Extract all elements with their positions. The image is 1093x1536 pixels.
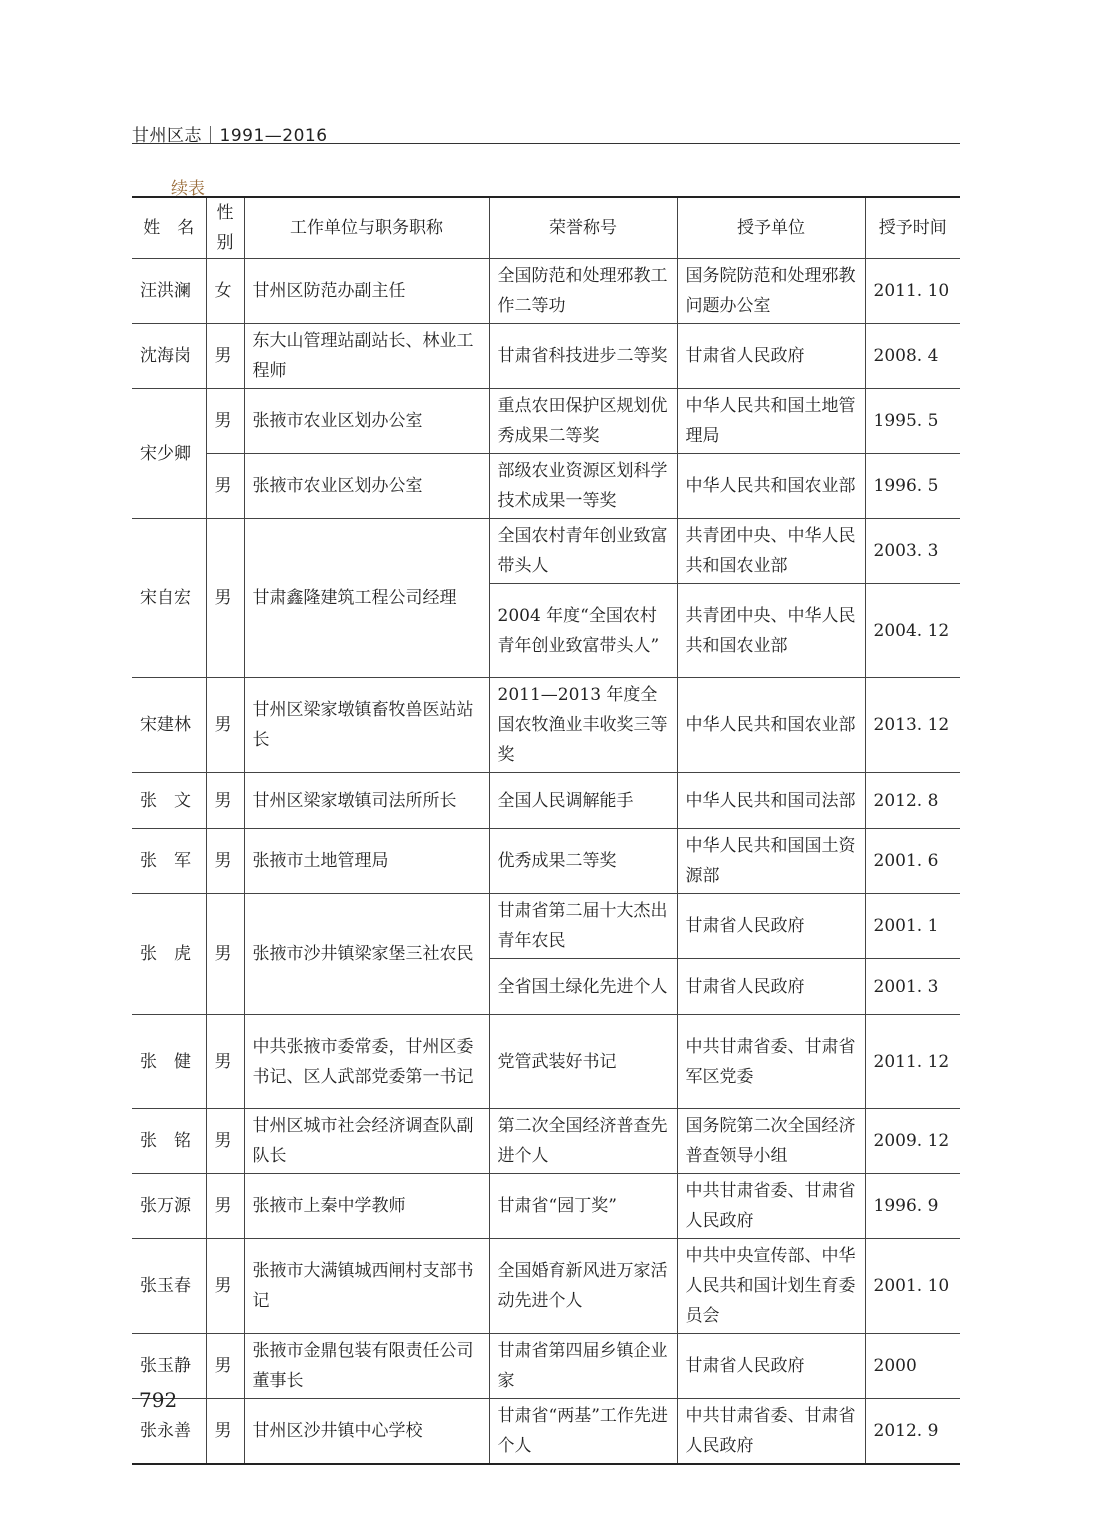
cell-work: 甘州区沙井镇中心学校 [244,1399,489,1465]
cell-work: 张掖市土地管理局 [244,829,489,894]
cell-unit: 国务院第二次全国经济普查领导小组 [677,1109,865,1174]
cell-honor: 甘肃省科技进步二等奖 [489,324,677,389]
cell-name: 宋自宏 [132,519,206,678]
cell-honor: 部级农业资源区划科学技术成果一等奖 [489,454,677,519]
table-row [132,1239,960,1334]
cell-date: 2008. 4 [865,324,960,389]
cell-unit: 甘肃省人民政府 [677,894,865,959]
cell-name: 张 虎 [132,894,206,1015]
cell-date: 2011. 10 [865,259,960,324]
table-row [132,1399,960,1465]
table-row [132,894,960,959]
header-sex: 性别 [206,197,244,259]
page-number: 792 [139,1388,178,1412]
cell-sex: 男 [206,1334,244,1399]
cell-unit: 中共甘肃省委、甘肃省人民政府 [677,1174,865,1239]
cell-honor: 全国防范和处理邪教工作二等功 [489,259,677,324]
cell-honor: 2011—2013 年度全国农牧渔业丰收奖三等奖 [489,678,677,773]
cell-date: 2001. 6 [865,829,960,894]
cell-work: 张掖市上秦中学教师 [244,1174,489,1239]
cell-honor: 优秀成果二等奖 [489,829,677,894]
cell-name: 张玉春 [132,1239,206,1334]
cell-date: 2000 [865,1334,960,1399]
cell-work: 张掖市农业区划办公室 [244,389,489,454]
cell-unit: 甘肃省人民政府 [677,959,865,1015]
cell-sex: 男 [206,829,244,894]
cell-unit: 中华人民共和国农业部 [677,454,865,519]
cell-name: 张 铭 [132,1109,206,1174]
cell-unit: 国务院防范和处理邪教问题办公室 [677,259,865,324]
table-row [132,1174,960,1239]
running-head: 甘州区志｜1991—2016 [132,126,328,146]
cell-honor: 党管武装好书记 [489,1015,677,1109]
cell-date: 2001. 1 [865,894,960,959]
cell-sex: 男 [206,1109,244,1174]
cell-honor: 全国婚育新风进万家活动先进个人 [489,1239,677,1334]
cell-work: 东大山管理站副站长、林业工程师 [244,324,489,389]
cell-honor: 重点农田保护区规划优秀成果二等奖 [489,389,677,454]
table-row [132,324,960,389]
cell-honor: 2004 年度“全国农村青年创业致富带头人” [489,584,677,678]
header-honor: 荣誉称号 [489,197,677,259]
cell-unit: 中华人民共和国司法部 [677,773,865,829]
header-rule [132,143,960,144]
table-row [132,773,960,829]
cell-name: 宋建林 [132,678,206,773]
cell-date: 2013. 12 [865,678,960,773]
cell-unit: 中共甘肃省委、甘肃省人民政府 [677,1399,865,1465]
cell-unit: 中共甘肃省委、甘肃省军区党委 [677,1015,865,1109]
cell-unit: 中华人民共和国国土资源部 [677,829,865,894]
cell-sex: 女 [206,259,244,324]
cell-date: 2003. 3 [865,519,960,584]
cell-date: 2004. 12 [865,584,960,678]
cell-honor: 全国人民调解能手 [489,773,677,829]
cell-work: 张掖市大满镇城西闸村支部书记 [244,1239,489,1334]
cell-unit: 中共中央宣传部、中华人民共和国计划生育委员会 [677,1239,865,1334]
cell-sex: 男 [206,454,244,519]
cell-work: 中共张掖市委常委，甘州区委书记、区人武部党委第一书记 [244,1015,489,1109]
cell-work: 张掖市金鼎包装有限责任公司董事长 [244,1334,489,1399]
table-row [132,454,960,519]
cell-sex: 男 [206,519,244,678]
cell-name: 宋少卿 [132,389,206,519]
continued-table-label: 续表 [171,179,205,199]
cell-work: 甘州区梁家墩镇畜牧兽医站站长 [244,678,489,773]
cell-unit: 共青团中央、中华人民共和国农业部 [677,519,865,584]
cell-name: 张永善 [132,1399,206,1465]
cell-honor: 全国农村青年创业致富带头人 [489,519,677,584]
header-date: 授予时间 [865,197,960,259]
header-unit: 授予单位 [677,197,865,259]
cell-sex: 男 [206,1015,244,1109]
table-header-row [132,197,960,259]
cell-honor: 全省国土绿化先进个人 [489,959,677,1015]
cell-work: 甘州区城市社会经济调查队副队长 [244,1109,489,1174]
cell-sex: 男 [206,894,244,1015]
cell-name: 张万源 [132,1174,206,1239]
cell-name: 张 军 [132,829,206,894]
cell-date: 1995. 5 [865,389,960,454]
cell-name: 张玉静 [132,1334,206,1399]
table-row [132,259,960,324]
cell-unit: 甘肃省人民政府 [677,1334,865,1399]
table-row [132,389,960,454]
cell-date: 2011. 12 [865,1015,960,1109]
cell-honor: 甘肃省“两基”工作先进个人 [489,1399,677,1465]
cell-honor: 甘肃省“园丁奖” [489,1174,677,1239]
cell-name: 汪洪澜 [132,259,206,324]
cell-sex: 男 [206,1239,244,1334]
cell-sex: 男 [206,324,244,389]
table-row [132,1109,960,1174]
cell-unit: 中华人民共和国土地管理局 [677,389,865,454]
header-name: 姓 名 [132,197,206,259]
cell-date: 2001. 10 [865,1239,960,1334]
cell-name: 张 健 [132,1015,206,1109]
cell-sex: 男 [206,1399,244,1465]
header-work: 工作单位与职务职称 [244,197,489,259]
cell-honor: 甘肃省第四届乡镇企业家 [489,1334,677,1399]
cell-unit: 中华人民共和国农业部 [677,678,865,773]
cell-name: 张 文 [132,773,206,829]
table-row [132,1334,960,1399]
cell-work: 甘州区防范办副主任 [244,259,489,324]
cell-sex: 男 [206,773,244,829]
cell-date: 2012. 8 [865,773,960,829]
cell-work: 张掖市农业区划办公室 [244,454,489,519]
table-row [132,519,960,584]
cell-sex: 男 [206,389,244,454]
cell-honor: 第二次全国经济普查先进个人 [489,1109,677,1174]
table-row [132,829,960,894]
honors-table [132,196,960,1465]
cell-name: 沈海岗 [132,324,206,389]
cell-work: 张掖市沙井镇梁家堡三社农民 [244,894,489,1015]
cell-honor: 甘肃省第二届十大杰出青年农民 [489,894,677,959]
cell-work: 甘肃鑫隆建筑工程公司经理 [244,519,489,678]
cell-unit: 甘肃省人民政府 [677,324,865,389]
cell-date: 2012. 9 [865,1399,960,1465]
cell-date: 1996. 9 [865,1174,960,1239]
table-row [132,1015,960,1109]
cell-date: 1996. 5 [865,454,960,519]
cell-work: 甘州区梁家墩镇司法所所长 [244,773,489,829]
cell-sex: 男 [206,1174,244,1239]
table-row [132,678,960,773]
cell-date: 2001. 3 [865,959,960,1015]
cell-unit: 共青团中央、中华人民共和国农业部 [677,584,865,678]
cell-date: 2009. 12 [865,1109,960,1174]
cell-sex: 男 [206,678,244,773]
